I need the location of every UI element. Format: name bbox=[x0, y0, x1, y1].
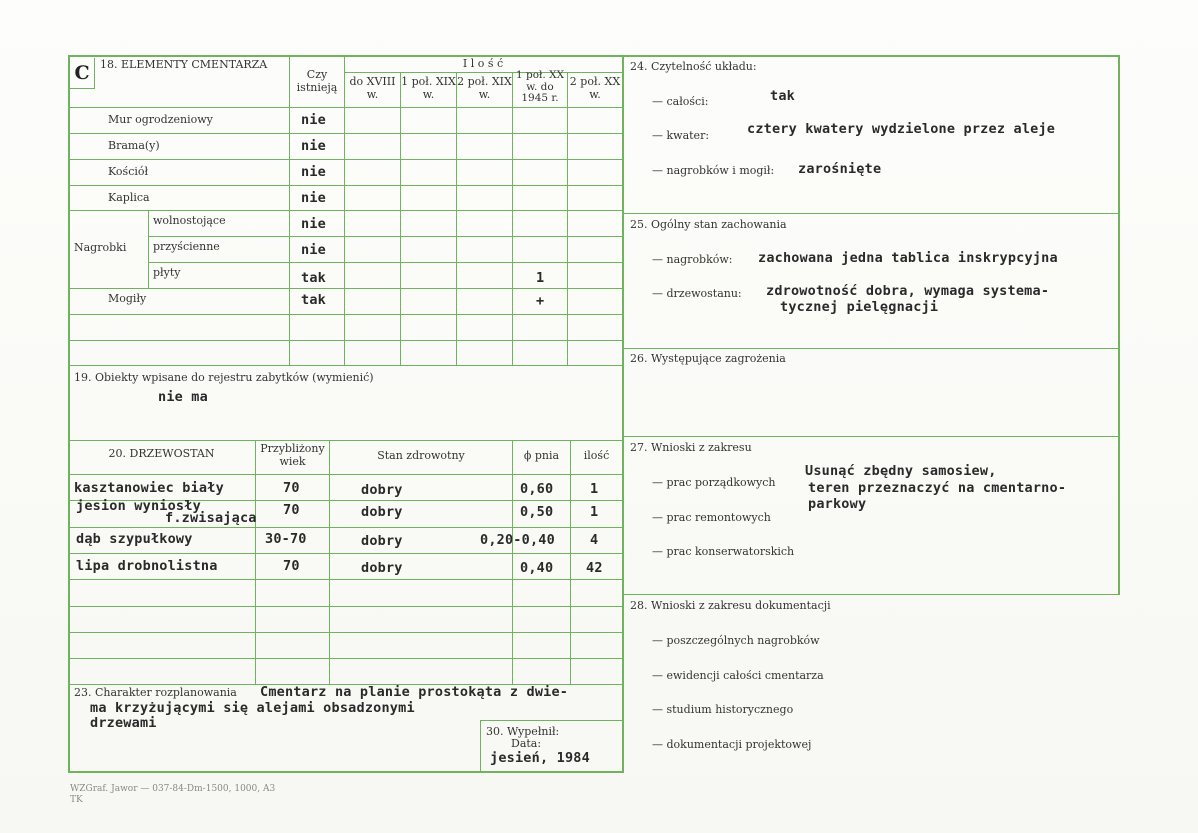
s28-title: 28. Wnioski z zakresu dokumentacji bbox=[630, 599, 831, 612]
s24-value: tak bbox=[770, 88, 795, 104]
exists-value: nie bbox=[301, 242, 326, 258]
tree-count: 1 bbox=[590, 481, 599, 497]
s18-hline bbox=[148, 262, 622, 263]
s24-value: cztery kwatery wydzielone przez aleje bbox=[747, 121, 1056, 137]
frame-right bbox=[1118, 55, 1120, 595]
group-label-nagrobki: Nagrobki bbox=[74, 241, 127, 254]
col-trunk-header: ϕ pnia bbox=[523, 449, 560, 462]
s20-hline bbox=[68, 440, 622, 441]
s20-hline bbox=[68, 474, 622, 475]
s20-hline bbox=[68, 606, 622, 607]
s25-value: zachowana jedna tablica inskrypcyjna bbox=[758, 250, 1058, 266]
s25-label: — drzewostanu: bbox=[652, 287, 742, 300]
tree-count: 42 bbox=[586, 560, 603, 576]
s27-value: Usunąć zbędny samosiew, bbox=[805, 463, 997, 479]
s18-hline bbox=[68, 107, 622, 108]
row-label: Mogiły bbox=[108, 292, 147, 305]
period-header: 2 poł. XIX w. bbox=[457, 75, 512, 101]
tree-trunk: 0,60 bbox=[520, 481, 554, 497]
exists-value: tak bbox=[301, 292, 326, 308]
row-label: Kaplica bbox=[108, 191, 150, 204]
s18-hline bbox=[68, 159, 622, 160]
s27-title: 27. Wnioski z zakresu bbox=[630, 441, 752, 454]
right-hline bbox=[622, 348, 1120, 349]
right-hline bbox=[622, 436, 1120, 437]
s28-item: — dokumentacji projektowej bbox=[652, 738, 812, 751]
qty-value: 1 bbox=[536, 270, 545, 286]
s30-date-value: jesień, 1984 bbox=[490, 750, 590, 766]
exists-value: nie bbox=[301, 216, 326, 232]
row-label: płyty bbox=[153, 266, 181, 279]
period-header: do XVIII w. bbox=[349, 75, 396, 101]
s23-value-line2: ma krzyżującymi się alejami obsadzonymi bbox=[90, 700, 415, 716]
s24-label: — kwater: bbox=[652, 129, 710, 142]
s25-value: zdrowotność dobra, wymaga systema- bbox=[766, 283, 1050, 299]
s23-value-line1: Cmentarz na planie prostokąta z dwie- bbox=[260, 684, 569, 700]
s18-vline bbox=[512, 72, 513, 365]
s30-filled-label: 30. Wypełnił: bbox=[486, 725, 560, 738]
s30-vline bbox=[480, 720, 481, 772]
exists-value: nie bbox=[301, 112, 326, 128]
s20-hline bbox=[68, 658, 622, 659]
exists-value: nie bbox=[301, 164, 326, 180]
col-exists-header: Czy istnieją bbox=[296, 68, 338, 94]
s28-item: — studium historycznego bbox=[652, 703, 794, 716]
s18-hline bbox=[68, 210, 622, 211]
s18-vline bbox=[567, 72, 568, 365]
s18-hline bbox=[68, 340, 622, 341]
s30-hline bbox=[480, 720, 622, 721]
s24-title: 24. Czytelność układu: bbox=[630, 60, 757, 73]
s26-title: 26. Występujące zagrożenia bbox=[630, 352, 786, 365]
s20-hline bbox=[68, 527, 622, 528]
s18-hline bbox=[68, 133, 622, 134]
s18-hline bbox=[68, 365, 622, 366]
s20-title: 20. DRZEWOSTAN bbox=[108, 447, 215, 460]
col-state-header: Stan zdrowotny bbox=[377, 449, 465, 462]
s24-value: zarośnięte bbox=[798, 161, 882, 177]
s24-label: — całości: bbox=[652, 95, 709, 108]
s18-hline bbox=[68, 185, 622, 186]
s20-vline bbox=[255, 440, 256, 684]
tree-name: kasztanowiec biały bbox=[74, 480, 224, 496]
s28-item: — ewidencji całości cmentarza bbox=[652, 669, 824, 682]
s30-date-label: Data: bbox=[511, 737, 542, 750]
s20-vline bbox=[512, 440, 513, 684]
s19-title: 19. Obiekty wpisane do rejestru zabytków (wymienić) bbox=[74, 371, 374, 384]
row-label: Mur ogrodzeniowy bbox=[108, 113, 213, 126]
right-hline bbox=[622, 213, 1120, 214]
tree-age: 30-70 bbox=[265, 531, 307, 547]
section-letter: C bbox=[70, 58, 95, 89]
s27-value: teren przeznaczyć na cmentarno- bbox=[808, 480, 1067, 496]
printer-imprint: WZGraf. Jawor — 037-84-Dm-1500, 1000, A3 bbox=[70, 784, 276, 794]
frame-center bbox=[622, 55, 624, 773]
tree-age: 70 bbox=[283, 558, 300, 574]
exists-value: tak bbox=[301, 270, 326, 286]
s18-hline bbox=[68, 288, 622, 289]
period-header: 2 poł. XX w. bbox=[569, 75, 621, 101]
s25-value-2: tycznej pielęgnacji bbox=[780, 299, 939, 315]
s25-title: 25. Ogólny stan zachowania bbox=[630, 218, 787, 231]
tree-state: dobry bbox=[361, 504, 403, 520]
s27-item: — prac remontowych bbox=[652, 511, 771, 524]
row-label: Kościół bbox=[108, 165, 149, 178]
s27-item: — prac porządkowych bbox=[652, 476, 776, 489]
tree-trunk: 0,20-0,40 bbox=[480, 532, 555, 548]
s20-hline bbox=[68, 553, 622, 554]
tree-count: 4 bbox=[590, 532, 599, 548]
s18-vline bbox=[400, 72, 401, 365]
tree-state: dobry bbox=[361, 533, 403, 549]
s20-hline bbox=[68, 579, 622, 580]
tree-name: jesion wyniosły bbox=[76, 498, 201, 514]
tree-age: 70 bbox=[283, 502, 300, 518]
s18-title: 18. ELEMENTY CMENTARZA bbox=[100, 58, 268, 71]
frame-left bbox=[68, 55, 70, 773]
tree-state: dobry bbox=[361, 482, 403, 498]
s19-value: nie ma bbox=[158, 389, 208, 405]
tree-count: 1 bbox=[590, 504, 599, 520]
col-qty-header: I l o ś ć bbox=[462, 57, 504, 70]
tree-name-2: f.zwisająca bbox=[165, 510, 257, 526]
s24-label: — nagrobków i mogił: bbox=[652, 164, 775, 177]
right-hline bbox=[622, 594, 1120, 595]
s18-hline bbox=[344, 72, 622, 73]
s27-item: — prac konserwatorskich bbox=[652, 545, 795, 558]
s18-vline bbox=[456, 72, 457, 365]
printer-imprint-2: TK bbox=[70, 795, 83, 805]
s18-hline bbox=[148, 236, 622, 237]
col-count-header: ilość bbox=[583, 449, 610, 462]
tree-state: dobry bbox=[361, 560, 403, 576]
s28-item: — poszczególnych nagrobków bbox=[652, 634, 820, 647]
tree-age: 70 bbox=[283, 480, 300, 496]
exists-value: nie bbox=[301, 138, 326, 154]
s27-value: parkowy bbox=[808, 496, 867, 512]
frame-bottom bbox=[68, 771, 624, 773]
row-label: wolnostojące bbox=[153, 214, 226, 227]
tree-name: lipa drobnolistna bbox=[76, 558, 218, 574]
tree-name: dąb szypułkowy bbox=[76, 531, 193, 547]
row-label: przyścienne bbox=[153, 240, 220, 253]
period-header: 1 poł. XX w. do 1945 r. bbox=[515, 69, 565, 104]
s18-vline-nagrobki bbox=[148, 210, 149, 288]
s23-value-line3: drzewami bbox=[90, 715, 157, 731]
exists-value: nie bbox=[301, 190, 326, 206]
s20-vline bbox=[570, 440, 571, 684]
period-header: 1 poł. XIX w. bbox=[401, 75, 456, 101]
s18-hline bbox=[68, 314, 622, 315]
qty-value: + bbox=[536, 293, 545, 309]
s25-label: — nagrobków: bbox=[652, 253, 733, 266]
s20-hline bbox=[68, 632, 622, 633]
s20-vline bbox=[329, 440, 330, 684]
s23-title: 23. Charakter rozplanowania bbox=[74, 686, 237, 699]
tree-trunk: 0,50 bbox=[520, 504, 554, 520]
tree-trunk: 0,40 bbox=[520, 560, 554, 576]
row-label: Brama(y) bbox=[108, 139, 160, 152]
col-age-header: Przybliżony wiek bbox=[260, 442, 325, 468]
